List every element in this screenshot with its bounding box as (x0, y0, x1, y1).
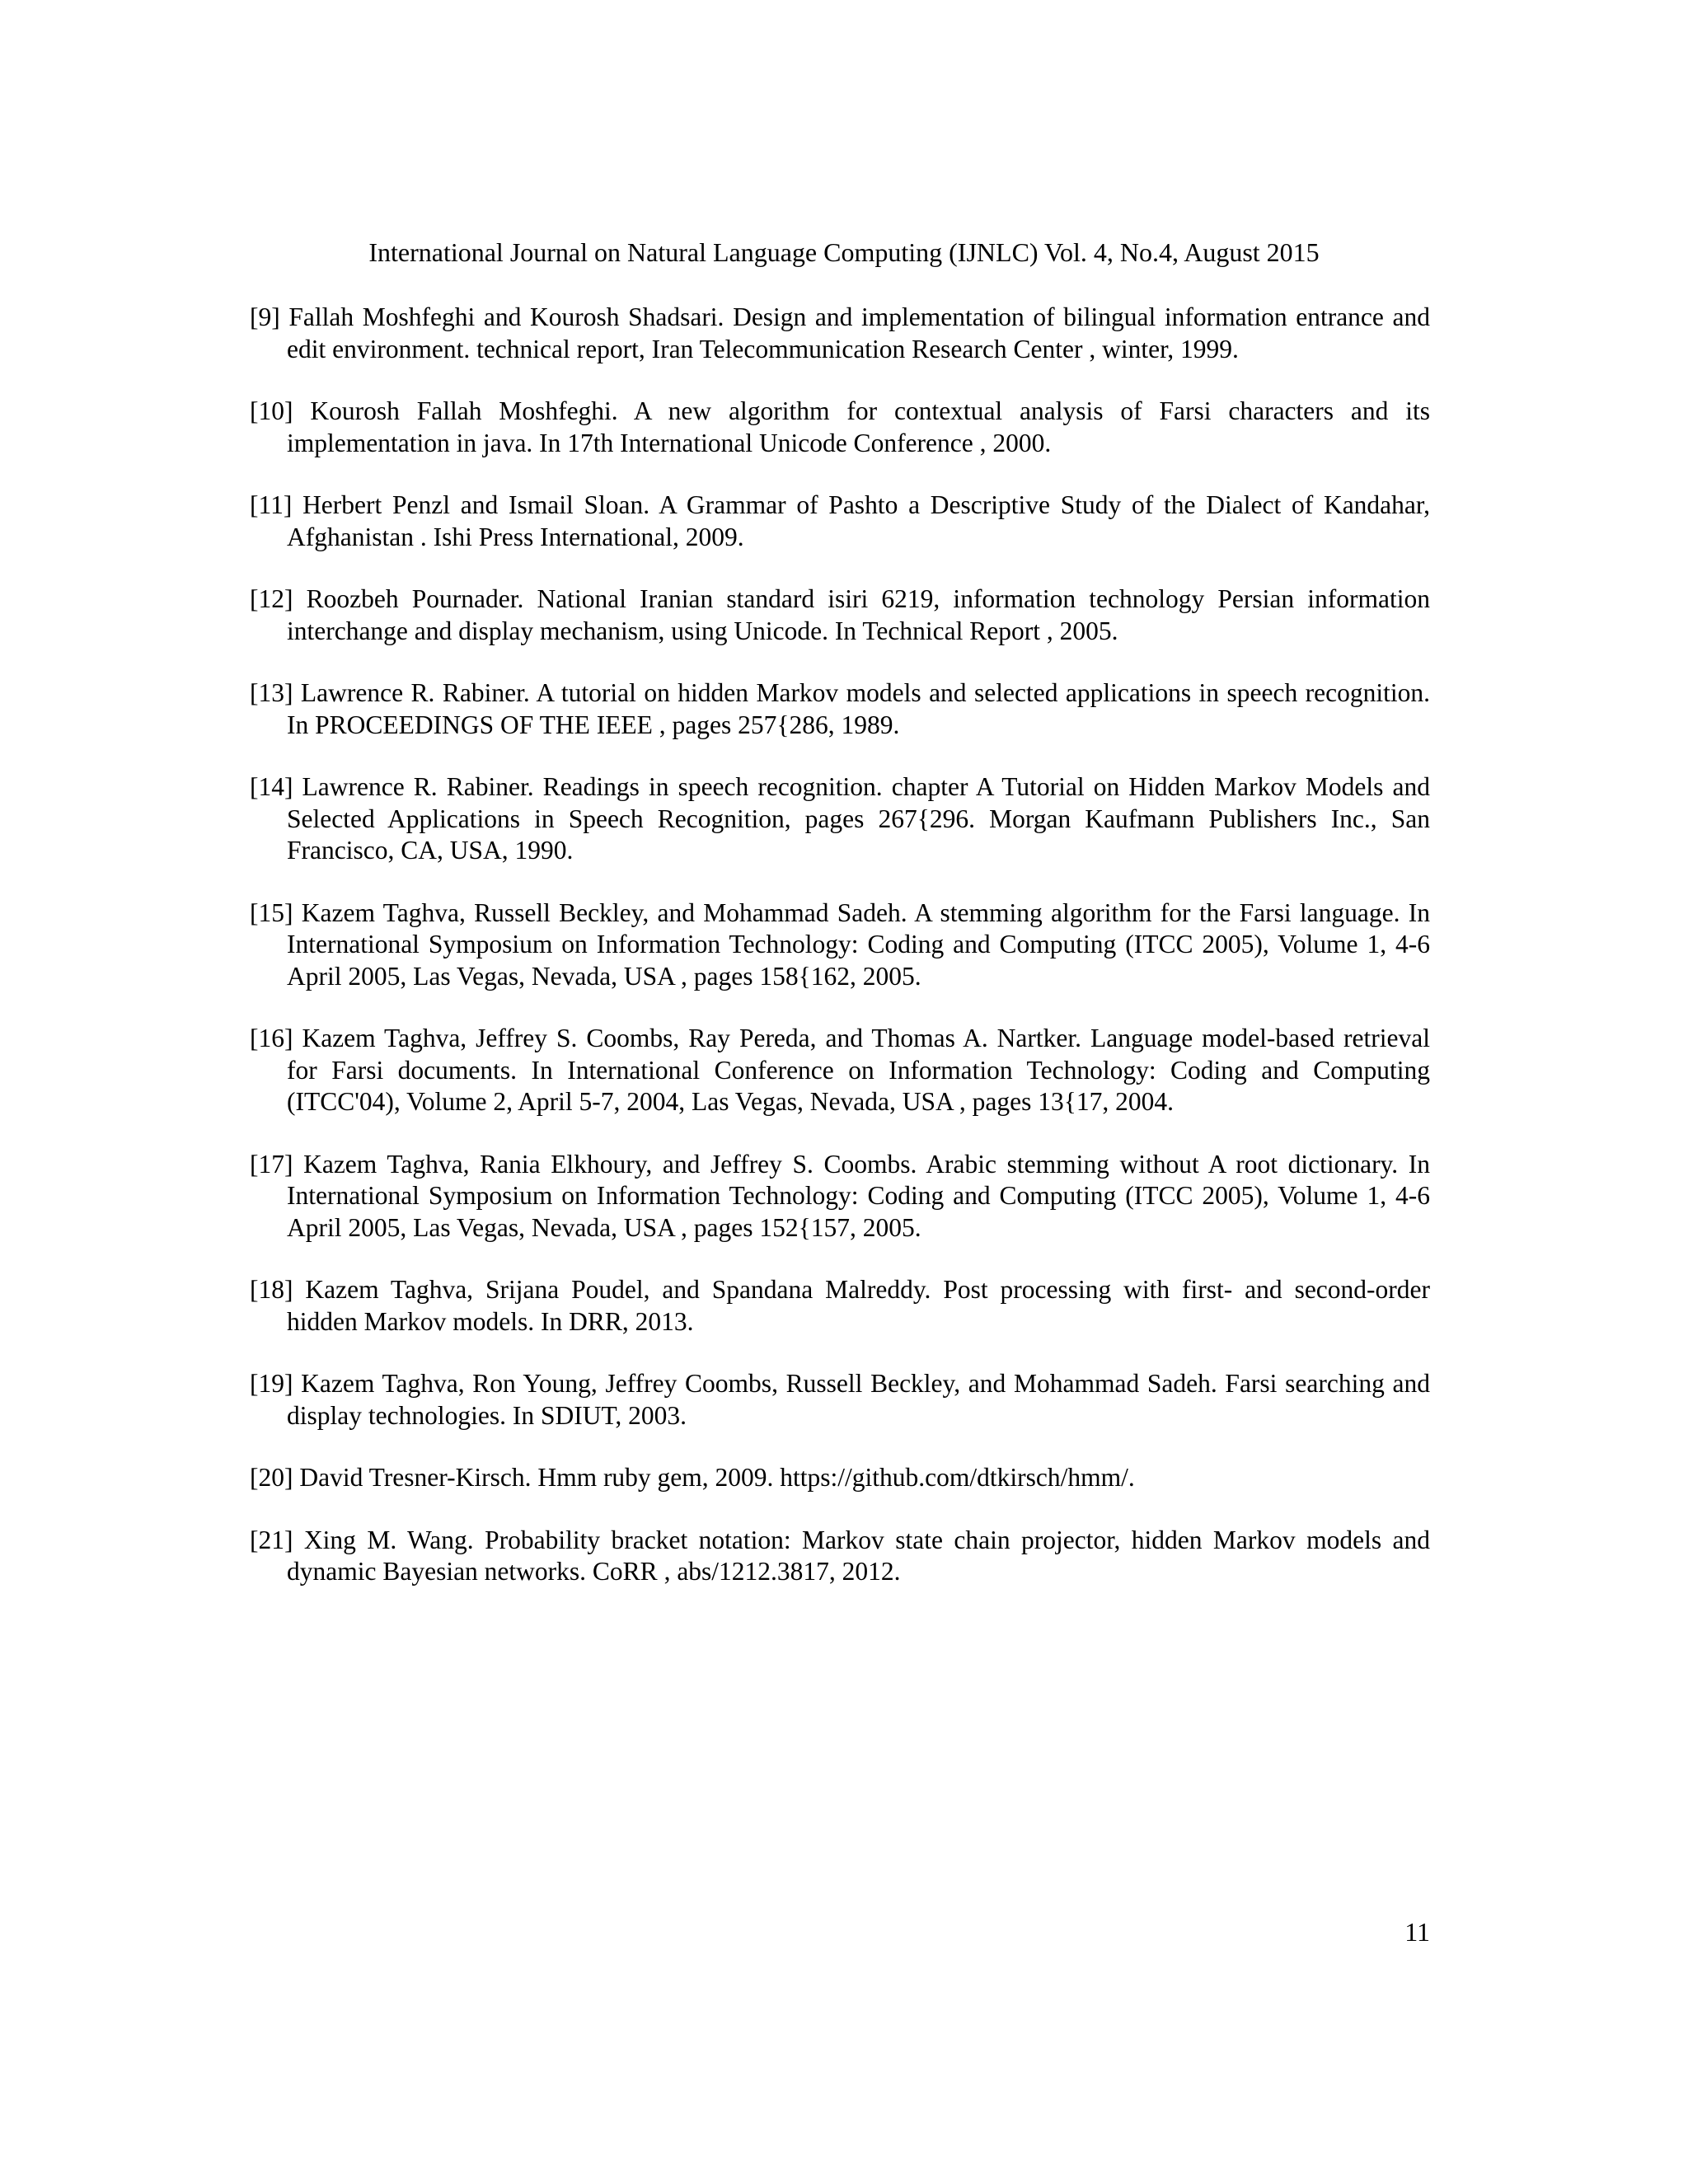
journal-header: International Journal on Natural Language Computing (IJNLC) Vol. 4, No.4, August 2015 (368, 237, 1320, 267)
reference-17: [17] Kazem Taghva, Rania Elkhoury, and Jeffrey S. Coombs. Arabic stemming without A root dictionary. In International Symposium on Information Technology: Coding and Computing (ITCC 2005), Volume 1, 4-6 April 2005, Las Vegas, Nevada, USA , pages 152{157, 2005. (250, 1149, 1430, 1242)
reference-21: [21] Xing M. Wang. Probability bracket notation: Markov state chain projector, hidden Markov models and dynamic Bayesian networks. CoRR , abs/1212.3817, 2012. (250, 1525, 1430, 1586)
page-number: 11 (1404, 1917, 1430, 1947)
reference-12: [12] Roozbeh Pournader. National Iranian standard isiri 6219, information technology Persian information interchange and display mechanism, using Unicode. In Technical Report , 2005. (250, 584, 1430, 645)
reference-11: [11] Herbert Penzl and Ismail Sloan. A Grammar of Pashto a Descriptive Study of the Dialect of Kandahar, Afghanistan . Ishi Press International, 2009. (250, 490, 1430, 551)
reference-18: [18] Kazem Taghva, Srijana Poudel, and Spandana Malreddy. Post processing with first- and second-order hidden Markov models. In DRR, 2013. (250, 1275, 1430, 1336)
reference-9: [9] Fallah Moshfeghi and Kourosh Shadsari. Design and implementation of bilingual information entrance and edit environment. technical report, Iran Telecommunication Research Center , winter, 1999. (250, 302, 1430, 363)
reference-15: [15] Kazem Taghva, Russell Beckley, and Mohammad Sadeh. A stemming algorithm for the Farsi language. In International Symposium on Information Technology: Coding and Computing (ITCC 2005), Volume 1, 4-6 April 2005, Las Vegas, Nevada, USA , pages 158{162, 2005. (250, 898, 1430, 991)
reference-13: [13] Lawrence R. Rabiner. A tutorial on hidden Markov models and selected applications in speech recognition. In PROCEEDINGS OF THE IEEE , pages 257{286, 1989. (250, 678, 1430, 739)
reference-14: [14] Lawrence R. Rabiner. Readings in speech recognition. chapter A Tutorial on Hidden Markov Models and Selected Applications in Speech Recognition, pages 267{296. Morgan Kaufmann Publishers Inc., San Francisco, CA, USA, 1990. (250, 772, 1430, 865)
reference-19: [19] Kazem Taghva, Ron Young, Jeffrey Coombs, Russell Beckley, and Mohammad Sadeh. Farsi searching and display technologies. In SDIUT, 2003. (250, 1369, 1430, 1430)
reference-20: [20] David Tresner-Kirsch. Hmm ruby gem, 2009. https://github.com/dtkirsch/hmm/. (250, 1463, 1135, 1492)
reference-list (250, 302, 1430, 1619)
reference-16: [16] Kazem Taghva, Jeffrey S. Coombs, Ray Pereda, and Thomas A. Nartker. Language model-based retrieval for Farsi documents. In International Conference on Information Technology: Coding and Computing (ITCC'04), Volume 2, April 5-7, 2004, Las Vegas, Nevada, USA , pages 13{17, 2004. (250, 1024, 1430, 1116)
reference-10: [10] Kourosh Fallah Moshfeghi. A new algorithm for contextual analysis of Farsi characters and its implementation in java. In 17th International Unicode Conference , 2000. (250, 396, 1430, 457)
